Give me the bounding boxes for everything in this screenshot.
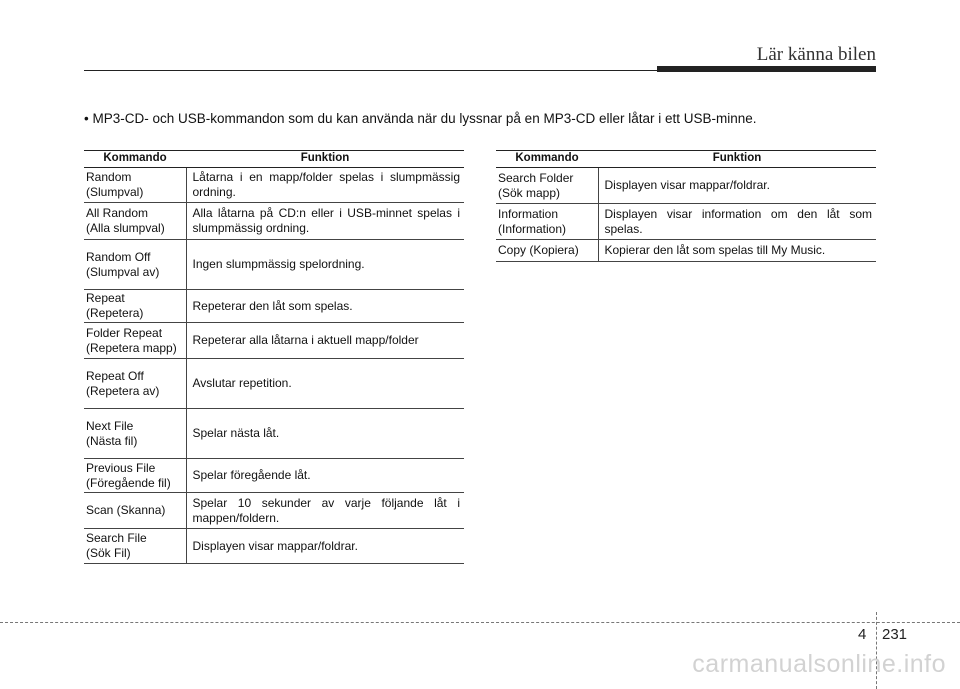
command-label: Random Off bbox=[86, 249, 151, 264]
command-label: Folder Repeat bbox=[86, 325, 163, 340]
function-cell: Avslutar repetition. bbox=[186, 359, 464, 409]
function-cell: Kopierar den låt som spelas till My Music. bbox=[598, 240, 876, 262]
command-cell bbox=[496, 204, 598, 240]
table-row bbox=[84, 240, 464, 290]
command-label: All Random bbox=[86, 206, 149, 220]
command-cell bbox=[84, 459, 186, 493]
header-rule-bold bbox=[657, 66, 876, 72]
table-row bbox=[84, 529, 464, 564]
command-cell bbox=[84, 493, 186, 529]
command-cell bbox=[84, 409, 186, 459]
table-row bbox=[84, 168, 464, 203]
command-label: (Alla slumpval) bbox=[86, 221, 165, 235]
command-label: (Information) bbox=[498, 221, 567, 236]
function-cell: Spelar föregående låt. bbox=[186, 459, 464, 493]
command-label: (Slumpval) bbox=[86, 185, 144, 199]
function-cell: Spelar 10 sekunder av varje följande låt i mappen/foldern. bbox=[186, 493, 464, 529]
table-row bbox=[496, 168, 876, 204]
table-body bbox=[84, 168, 464, 564]
command-label: Information bbox=[498, 206, 559, 221]
command-label: (Sök mapp) bbox=[498, 185, 561, 200]
column-header-command: Kommando bbox=[84, 151, 186, 168]
chapter-number: 4 bbox=[858, 626, 867, 643]
function-cell: Låtarna i en mapp/folder spelas i slumpmässig ordning. bbox=[186, 168, 464, 203]
table-body bbox=[496, 168, 876, 262]
command-cell bbox=[496, 168, 598, 204]
command-label: Repeat Off bbox=[86, 368, 144, 383]
command-label: (Föregående fil) bbox=[86, 475, 171, 490]
command-label: (Repetera) bbox=[86, 306, 144, 320]
table-header-row bbox=[496, 151, 876, 168]
command-table-left bbox=[84, 150, 464, 564]
command-label: Random bbox=[86, 170, 132, 184]
function-cell: Ingen slumpmässig spelordning. bbox=[186, 240, 464, 290]
table-row bbox=[84, 359, 464, 409]
command-label: Scan (Skanna) bbox=[86, 503, 166, 517]
section-title: Lär känna bilen bbox=[756, 44, 876, 65]
command-cell bbox=[84, 240, 186, 290]
table-row bbox=[84, 409, 464, 459]
command-label: Copy (Kopiera) bbox=[498, 243, 579, 257]
command-label: (Sök Fil) bbox=[86, 546, 131, 560]
function-cell: Alla låtarna på CD:n eller i USB-minnet spelas i slumpmässig ordning. bbox=[186, 203, 464, 240]
function-cell: Displayen visar information om den låt som spelas. bbox=[598, 204, 876, 240]
function-cell: Displayen visar mappar/foldrar. bbox=[186, 529, 464, 564]
command-table-right bbox=[496, 150, 876, 262]
command-label: Repeat bbox=[86, 291, 125, 305]
command-cell bbox=[84, 203, 186, 240]
command-label: (Slumpval av) bbox=[86, 264, 160, 279]
column-header-command: Kommando bbox=[496, 151, 598, 168]
page-number: 231 bbox=[882, 626, 908, 643]
table-row bbox=[84, 203, 464, 240]
watermark: carmanualsonline.info bbox=[692, 650, 946, 678]
table-row bbox=[84, 323, 464, 359]
function-cell: Displayen visar mappar/foldrar. bbox=[598, 168, 876, 204]
command-cell bbox=[84, 168, 186, 203]
command-cell bbox=[84, 290, 186, 323]
command-cell bbox=[84, 529, 186, 564]
header-rule bbox=[84, 70, 664, 71]
command-label: Next File bbox=[86, 418, 134, 433]
table-row bbox=[84, 493, 464, 529]
command-label: (Nästa fil) bbox=[86, 433, 138, 448]
command-cell bbox=[496, 240, 598, 262]
command-label: Search File bbox=[86, 531, 147, 545]
function-cell: Repeterar alla låtarna i aktuell mapp/folder bbox=[186, 323, 464, 359]
table-row bbox=[496, 240, 876, 262]
command-cell bbox=[84, 323, 186, 359]
function-cell: Spelar nästa låt. bbox=[186, 409, 464, 459]
command-label: (Repetera av) bbox=[86, 383, 160, 398]
table-row bbox=[84, 459, 464, 493]
footer-rule bbox=[0, 622, 960, 623]
command-label: (Repetera mapp) bbox=[86, 340, 177, 355]
column-header-function: Funktion bbox=[186, 151, 464, 168]
table-row bbox=[84, 290, 464, 323]
table-row bbox=[496, 204, 876, 240]
command-cell bbox=[84, 359, 186, 409]
command-label: Previous File bbox=[86, 460, 156, 475]
command-label: Search Folder bbox=[498, 170, 574, 185]
function-cell: Repeterar den låt som spelas. bbox=[186, 290, 464, 323]
table-header-row bbox=[84, 151, 464, 168]
column-header-function: Funktion bbox=[598, 151, 876, 168]
intro-bullet: • MP3-CD- och USB-kommandon som du kan använda när du lyssnar på en MP3-CD eller låtar i ett USB-minne. bbox=[84, 111, 757, 126]
